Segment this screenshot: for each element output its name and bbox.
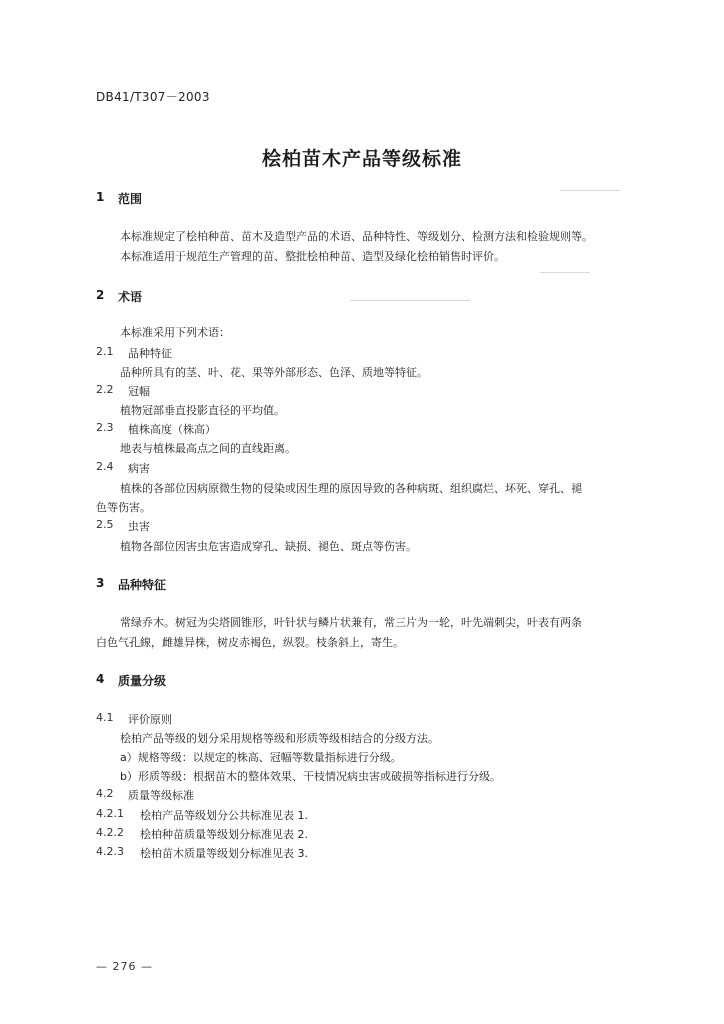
term-2-4-definition-cont: 色等伤害。 — [96, 501, 151, 514]
scan-speck — [560, 190, 620, 191]
term-2-5-label: 虫害 — [128, 520, 150, 533]
section-1-number: 1 — [96, 190, 105, 204]
section-1-heading: 范围 — [118, 192, 143, 206]
term-2-3-label: 植株高度（株高） — [128, 423, 216, 436]
scan-speck — [540, 272, 590, 273]
term-2-1-definition: 品种所具有的茎、叶、花、果等外部形态、色泽、质地等特征。 — [120, 366, 428, 379]
standard-code: DB41/T307－2003 — [96, 90, 210, 104]
term-2-3-number: 2.3 — [96, 421, 114, 434]
clause-4-2-2-text: 桧柏种苗质量等级划分标准见表 2. — [140, 828, 308, 841]
subsection-4-1-label: 评价原则 — [128, 713, 172, 726]
document-title: 桧柏苗木产品等级标准 — [261, 148, 462, 170]
subsection-4-2-number: 4.2 — [96, 787, 114, 800]
section-2-number: 2 — [96, 288, 105, 302]
term-2-1-number: 2.1 — [96, 345, 114, 358]
section-3-paragraph-2: 白色气孔線，雌雄异株，树皮赤褐色，纵裂。枝条斜上，寄生。 — [96, 636, 404, 649]
term-2-5-definition: 植物各部位因害虫危害造成穿孔、缺损、褪色、斑点等伤害。 — [120, 540, 417, 553]
term-2-4-number: 2.4 — [96, 460, 114, 473]
section-4-heading: 质量分级 — [118, 674, 167, 688]
subsection-4-2-label: 质量等级标准 — [128, 789, 194, 802]
section-4-number: 4 — [96, 672, 105, 686]
subsection-4-1-item-b: b）形质等级：根据苗木的整体效果、干枝情况病虫害或破损等指标进行分级。 — [120, 770, 501, 783]
term-2-2-label: 冠幅 — [128, 385, 150, 398]
term-2-4-definition: 植株的各部位因病原微生物的侵染或因生理的原因导致的各种病斑、组织腐烂、坏死、穿孔、褪 — [120, 482, 582, 495]
term-2-2-definition: 植物冠部垂直投影直径的平均值。 — [120, 404, 285, 417]
section-3-heading: 品种特征 — [118, 578, 167, 592]
section-3-number: 3 — [96, 576, 105, 590]
term-2-5-number: 2.5 — [96, 518, 114, 531]
clause-4-2-1-number: 4.2.1 — [96, 807, 124, 820]
subsection-4-1-paragraph: 桧柏产品等级的划分采用规格等级和形质等级相结合的分级方法。 — [120, 732, 439, 745]
clause-4-2-1-text: 桧柏产品等级划分公共标准见表 1. — [140, 809, 308, 822]
page-number: — 276 — — [96, 960, 153, 973]
clause-4-2-2-number: 4.2.2 — [96, 826, 124, 839]
term-2-1-label: 品种特征 — [128, 347, 172, 360]
clause-4-2-3-number: 4.2.3 — [96, 845, 124, 858]
subsection-4-1-number: 4.1 — [96, 711, 114, 724]
term-2-3-definition: 地表与植株最高点之间的直线距离。 — [120, 442, 296, 455]
section-2-intro: 本标准采用下列术语： — [120, 326, 230, 339]
section-2-heading: 术语 — [118, 290, 143, 304]
section-1-paragraph-2: 本标准适用于规范生产管理的苗、整批桧柏种苗、造型及绿化桧柏销售时评价。 — [120, 250, 505, 263]
scan-speck — [350, 300, 470, 301]
section-3-paragraph-1: 常绿乔木。树冠为尖塔圆锥形，叶针状与鳞片状兼有，常三片为一轮，叶先端刺尖，叶表有两条 — [120, 616, 582, 629]
clause-4-2-3-text: 桧柏苗木质量等级划分标准见表 3. — [140, 847, 308, 860]
section-1-paragraph-1: 本标准规定了桧柏种苗、苗木及造型产品的术语、品种特性、等级划分、检测方法和检验规则等。 — [120, 230, 593, 243]
term-2-4-label: 病害 — [128, 462, 150, 475]
term-2-2-number: 2.2 — [96, 383, 114, 396]
subsection-4-1-item-a: a）规格等级：以规定的株高、冠幅等数量指标进行分级。 — [120, 751, 402, 764]
